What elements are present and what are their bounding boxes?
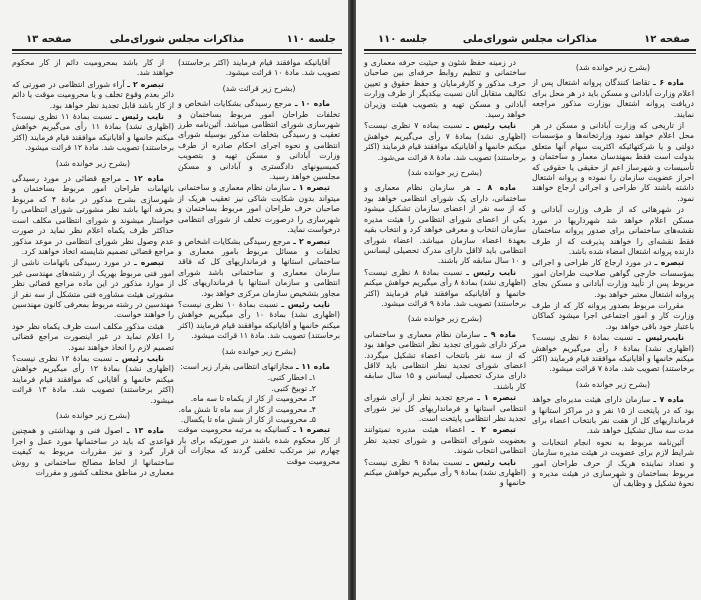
text-column-right <box>178 58 340 468</box>
paragraph-text: (بشرح زیر خوانده شد) <box>55 411 131 420</box>
paragraph-text: از کار باشد بمحرومیت دائم از کار محکوم خواهند شد. <box>12 58 174 78</box>
paragraph-text: آئین‌نامه مربوط به نحوه انجام انتخابات و شرایط لازم برای عضویت در هیئت مدیره سازمان و تعداد نماینده هریک از حرف طراحان امور مربوط بساختمان و شهرسازی در هیئت مدیره و نحوهٔ تشکیل و وظایف آن <box>532 437 694 489</box>
paragraph-text: سازمان نظام معماری و ساختمانی میتواند بدون شکایت شاکی نیز تعقیب هریک از صاحبان حرف طراحان امور مربوط بساختمان و شهرسازی را درصورت تخلف از شورای انتظامی درخواست نماید. <box>178 183 340 235</box>
paragraph-text: در زمینه حفظ شئون و حیثیت حرفه معماری و ساختمانی و تنظیم روابط حرفه‌ای بین صاحبان حرف مذکور و کارفرمایان و حفظ حقوق و تعیین تکالیف متقابل آنان نسبت بیکدیگر از طرف وزارت آبادانی و مسکن تهیه و بتصویب هیئت وزیران خواهد رسید. <box>364 58 526 120</box>
page-12 <box>356 0 701 600</box>
reading-note <box>532 380 694 390</box>
running-header <box>12 34 342 48</box>
paragraph-text: در شهرهائی که از طرف وزارت آبادانی و مسکن اعلام خواهد شد شهرداریها در مورد نقشه‌های ساختمانی برای صدور پروانه ساختمان فقط نقشه‌ای را خواهند پذیرفت که از طرف دارنده پروانه اشتغال امضاء شده باشد. <box>532 205 694 256</box>
paragraph <box>364 425 526 456</box>
paragraph-text: در مورد رسیدگی باتهامات ناشی از امور فنی مربوط بهریک از رشته‌های مهندسی غیر از موارد مذکور در این ماده مراجع قضائی نظر مشورتی هیئت مشاوره فنی متشکل از سه نفر از مهندسین در رشته مربوط بمعرفی کانون مهندسین را خواهند خواست. <box>12 258 174 320</box>
paragraph-text: سازمان دارای هیئت مدیره‌ای خواهد بود که در پایتخت از ۱۵ نفر و در مراکز استانها و فرمانداریهای کل از هفت نفر بانتخاب اعضاء برای مدت سه سال تشکیل خواهد شد. <box>532 395 694 436</box>
list-item <box>178 405 340 415</box>
paragraph-lead: ماده ۱۰ ـ <box>294 99 331 109</box>
header-rule-thin <box>364 53 696 54</box>
paragraph <box>532 258 694 300</box>
paragraph <box>12 426 174 478</box>
paragraph-lead: نایب‌رئیس ـ <box>637 333 684 343</box>
paragraph-text: اعضاء هیئت مدیره نمیتوانند بعضویت شورای انتظامی و شورای تجدید نظر انتظامی انتخاب شوند. <box>364 425 526 456</box>
paragraph-lead: تبصره ۲ ـ <box>127 79 164 89</box>
paragraph <box>12 80 174 111</box>
paragraph-lead: نایب رئیس ـ <box>281 299 330 309</box>
list-item <box>178 384 340 394</box>
paragraph-text: از تاریخی که وزارت آبادانی و مسکن در هر محل اعلام خواهد نمود وزارتخانه‌ها و مؤسسات دولتی و یا شرکتهائیکه اکثریت سهام آنها متعلق بدولت است فقط بمهندسان معمار و ساختمان و تأسیسات و شهرساز اعم از حقیقی یا حقوقی که احراز عضویت سازمان را نموده و پروانه اشتغال داشته باشند کار طراحی و اجرائی ارجاع خواهند نمود. <box>532 121 694 203</box>
page-number: صفحه ۱۳ <box>26 34 72 45</box>
paragraph-lead: تبصره ـ <box>134 258 164 268</box>
paragraph-text: نسبت بمادهٔ ۹ نظری نیست؟ (اظهاری نشد) بمادهٔ ۹ رأی میگیریم خواهش میکنم خانمها و <box>363 457 526 488</box>
paragraph <box>364 183 526 266</box>
paragraph-lead: ماده ۶ ـ <box>653 78 684 88</box>
reading-note <box>178 347 340 357</box>
paragraph <box>178 425 340 467</box>
paragraph-lead: نایب رئیس ـ <box>466 267 516 277</box>
reading-note <box>12 159 174 169</box>
header-rule <box>364 49 696 51</box>
paragraph-text: آقایانیکه موافقند قیام فرمایند (اکثر برخاستند) تصویب شد. مادهٔ ۱۰ قرائت میشود. <box>178 58 340 78</box>
paragraph-text: کسانیکه به مرتبه محرومیت موقت از کار محکوم شده باشند در صورتیکه برای بار چهارم نیز مرتکب تخلفی گردند که مجازات آن محرومیت موقت <box>178 425 340 466</box>
page-13 <box>0 0 348 600</box>
running-header <box>364 34 696 48</box>
paragraph-lead: ماده ۹ ـ <box>484 329 516 339</box>
paragraph-lead: ماده ۱۳ ـ <box>126 426 164 436</box>
reading-note <box>364 168 526 178</box>
paragraph <box>12 174 174 257</box>
paragraph <box>364 268 526 310</box>
paragraph <box>12 354 174 406</box>
paragraph-lead: ماده ۸ ـ <box>477 183 516 193</box>
text-column-left <box>364 58 526 490</box>
paragraph-text: نسبت بمادهٔ ۱۰ نظری نیست؟ (اظهاری نشد) بمادهٔ ۱۰ رأی میگیریم خواهش میکنم خانمها و آقایانیکه موافقند قیام فرمایند (اکثر برخاستند) تصویب شد. مادهٔ ۱۱ قرائت میشود. <box>178 299 340 341</box>
paragraph <box>364 121 526 163</box>
paragraph-text: (بشرح زیر خوانده شد) <box>575 63 651 72</box>
reading-note <box>364 314 526 324</box>
paragraph-text: مراجع قضائی در مورد رسیدگی باتهامات طراحان امور مربوط بساختمان و شهرسازی بشرح مذکور در مادهٔ ۴ که مربوط بحرفه آنها باشد نظر مشورتی شورای انتظامی را خواستار میشوند و شورای انتظامی مکلف است حداکثر ظرف یکماه اعلام نظر نماید در صورت عدم وصول نظر شورای انتظامی در موعد مذکور مراجع قضائی تصمیم شایسته اتخاذ خواهند کرد. <box>12 174 174 256</box>
paragraph <box>532 333 694 375</box>
paragraph-lead: نایب رئیس ـ <box>466 121 516 131</box>
publication-title: مذاکرات مجلس شورای‌ملی <box>462 34 598 45</box>
paragraph <box>532 121 694 204</box>
paragraph-text: (بشرح زیر خوانده شد) <box>221 346 297 356</box>
paragraph-text: (بشرح زیر خوانده شد) <box>407 168 483 178</box>
paragraph-text: مرجع تجدید نظر از آرای شورای انتظامی استانها و فرمانداریهای کل نیز شورای تجدید نظر انتظامی پایتخت است. <box>364 393 526 423</box>
list-item <box>178 394 340 404</box>
paragraph-text: تقاضا کنندگان پروانه اشتغال پس از اعلام وزارت آبادانی و مسکن باید در هر محل برای دریافت پروانه اشتغال بوزارت مذکور مراجعه نمایند. <box>532 78 694 119</box>
reading-note <box>178 84 340 94</box>
session-number: جلسه ۱۱۰ <box>286 34 336 45</box>
paragraph <box>532 301 694 332</box>
paragraph-text: هیئت مذکور مکلف است ظرف یکماه نظر خود را اعلام نماید در غیر اینصورت مراجع قضائی تصمیم لازم را اتخاذ خواهند نمود. <box>12 321 174 352</box>
paragraph-text: نسبت بمادهٔ ۱۲ نظری نیست؟ (اظهاری نشد) بمادهٔ ۱۲ رأی میگیریم خواهش میکنم خانمها و آقایانی که موافقند قیام فرمایند (اکثر برخاستند) تصویب شد. مادهٔ ۱۳ قرائت میشود. <box>12 353 174 405</box>
paragraph-text: اصول فنی و بهداشتی و همچنین قواعدی که باید در ساختمانها مورد عمل و اجرا قرار گیرد و نیز مقررات مربوط به کیفیت ساختمانها از لحاظ مصالح ساختمانی و روش معماری در مناطق مختلف کشور و مقررات <box>12 426 174 478</box>
paragraph <box>178 183 340 235</box>
paragraph <box>12 58 174 79</box>
session-number: جلسه ۱۱۰ <box>378 34 428 45</box>
paragraph-text: (بشرح زیر خوانده شد) <box>575 379 651 389</box>
paragraph-text: مجازاتهای انتظامی بقرار زیر است: <box>180 361 294 371</box>
paragraph-lead: تبصره ۱ ـ <box>477 393 516 403</box>
paragraph <box>532 395 694 437</box>
paragraph <box>364 393 526 424</box>
paragraph-text: ۱ـ اخطار کتبی. <box>267 373 316 383</box>
page-number: صفحه ۱۲ <box>644 34 690 45</box>
list-item <box>178 373 340 383</box>
paragraph <box>12 112 174 154</box>
header-rule-thin <box>12 53 342 54</box>
paragraph-lead: نایب رئیس ـ <box>115 112 164 122</box>
paragraph-lead: نایب رئیس ـ <box>466 457 516 467</box>
paragraph <box>532 78 694 120</box>
paragraph-text: (بشرح زیر قرائت شد) <box>222 83 296 93</box>
paragraph-text: سازمان نظام معماری و ساختمانی مرکز دارای شورای تجدید نظر انتظامی خواهد بود که از سه نفر بانتخاب اعضاء تشکیل میگردد. اعضای شورای تجدید نظر انتظامی باید لااقل دارای مدرک تحصیلی لیسانس و ۱۵ سال سابقه کار باشند. <box>364 329 527 391</box>
paragraph <box>178 99 340 182</box>
paragraph-lead: ماده ۱۱ ـ <box>296 361 330 371</box>
list-item <box>178 415 340 425</box>
publication-title: مذاکرات مجلس شورای‌ملی <box>109 34 245 45</box>
paragraph-lead: ماده ۱۲ ـ <box>125 174 165 184</box>
paragraph <box>532 205 694 257</box>
paragraph-text: آراء شورای انتظامی در صورتی که دائر بعدم وقوع تخلف و یا محرومیت موقت یا دائم از کار باشد قابل تجدید نظر خواهد بود. <box>12 79 174 110</box>
paragraph-text: نسبت بماده ۷ نظری نیست؟ (اظهاری نشد) بمادهٔ ۷ رأی می‌گیریم خواهش میکنم خانمها و آقایانیکه موافقند قیام فرمایند (اکثر برخاستند) تصویب شد. مادهٔ ۸ قرائت می‌شود. <box>364 121 527 162</box>
book-gutter <box>348 0 356 600</box>
paragraph-lead: تبصره ۱ ـ <box>293 183 330 193</box>
paragraph-text: ۲ـ توبیخ کتبی. <box>271 383 316 393</box>
header-rule <box>12 49 342 51</box>
paragraph <box>178 362 340 372</box>
paragraph <box>178 58 340 79</box>
paragraph-lead: نایب رئیس ـ <box>115 353 164 363</box>
paragraph <box>178 300 340 342</box>
paragraph-text: هر سازمان نظام معماری و ساختمانی، دارای یک شورای انتظامی خواهد بود که از سه نفر از اعضای سازمان تشکیل میشود یکی از اعضای شورای انتظامی را هیئت مدیره سازمان انتخاب و معرفی خواهد کرد و انتخاب بقیه بعهدهٔ اعضاء سازمان میباشد. اعضاء شورای انتظامی باید لااقل دارای مدرک تحصیلی لیسانس و ۱۰ سال سابقه کار باشند. <box>364 183 526 266</box>
paragraph <box>532 438 694 490</box>
paragraph <box>178 237 340 299</box>
paragraph-text: ۳ـ محرومیت از کار از یکماه تا سه ماه. <box>190 394 316 404</box>
paragraph-text: نسبت بمادهٔ ۶ نظری نیست؟ (اظهاری نشد) بمادهٔ ۶ رأی می‌گیریم خواهش میکنم خانمها و آقایانیکه موافقند قیام فرمایند (اکثر برخاستند) تصویب شد. مادهٔ ۷ قرائت میشود. <box>532 333 695 374</box>
reading-note <box>532 63 694 73</box>
paragraph-text: ۴ـ محرومیت از کار از سه ماه تا شش ماه. <box>178 404 316 414</box>
text-column-right <box>532 58 694 491</box>
paragraph-lead: ماده ۷ ـ <box>653 395 684 405</box>
reading-note <box>12 411 174 421</box>
paragraph-text: (بشرح زیر خوانده شد) <box>55 158 131 168</box>
paragraph-text: نسبت بمادهٔ ۸ نظری نیست؟ (اظهاری نشد) بمادهٔ ۸ رأی میگیریم خواهش میکنم خانمها و آقایانیکه موافقند قیام فرمایند (اکثر برخاستند) تصویب شد. مادهٔ ۹ قرائت میشود. <box>363 267 526 308</box>
paragraph-lead: تبصره ـ <box>654 258 684 268</box>
paragraph-text: مرجع رسیدگی بشکایات اشخاص و تخلفات طراحان امور مربوط بساختمان و شهرسازی شورای انتظامی میباشد. آئین‌نامه طرز تعقیب و رسیدگی بتخلفات مذکور بوسیله شورای انتظامی و نحوه اجرای احکام صادره از طرف وزارت آبادانی و مسکن تهیه و بتصویب کمیسیونهای دادگستری و آبادانی و مسکن مجلسین خواهد رسید. <box>178 99 340 182</box>
paragraph <box>364 58 526 120</box>
paragraph-lead: تبصره ۱ ـ <box>293 425 330 435</box>
text-column-left <box>12 58 174 479</box>
paragraph-lead: تبصره ۲ ـ <box>471 425 516 435</box>
paragraph-text: نسبت بمادهٔ ۱۱ نظری نیست؟ (اظهاری نشد) بمادهٔ ۱۱ رأی می‌گیریم خواهش میکنم خانمها و آقایانیکه موافقند قیام فرمایند (اکثر برخاستند) تصویب شد. مادهٔ ۱۲ قرائت میشود. <box>12 112 175 153</box>
paragraph <box>364 330 526 392</box>
paragraph-text: ۵ـ محرومیت از کار از شش ماه تا یکسال. <box>180 415 316 424</box>
paragraph-text: مقررات مربوط بصدور پروانه کار که از طرف وزارت کار و امور اجتماعی اجرا میشود کماکان باعتبار خود باقی خواهد بود. <box>532 300 694 331</box>
paragraph-text: (بشرح زیر خوانده شد) <box>407 314 483 324</box>
paragraph <box>364 458 526 489</box>
paragraph-lead: تبصره ۲ ـ <box>293 236 330 246</box>
paragraph-text: در مورد ارجاع کار طراحی و اجرائی بمؤسسات خارجی گواهی صلاحیت طراحان امور مربوط پس از تأیید وزارت آبادانی و مسکن بجای پروانه اشتغال معتبر خواهد بود. <box>532 258 694 299</box>
paragraph <box>12 322 174 353</box>
paragraph-text: مرجع رسیدگی بشکایات اشخاص و تخلفات و مسائل مربوط بامور معماری و ساختمانی استانها و فرمانداریهای کل که فاقد سازمان معماری و ساختمانی باشد شورای انتظامی و سازمان استانها یا فرمانداریهای کل مجاور بتشخیص سازمان مرکزی خواهد بود. <box>178 236 340 298</box>
paragraph <box>12 258 174 320</box>
